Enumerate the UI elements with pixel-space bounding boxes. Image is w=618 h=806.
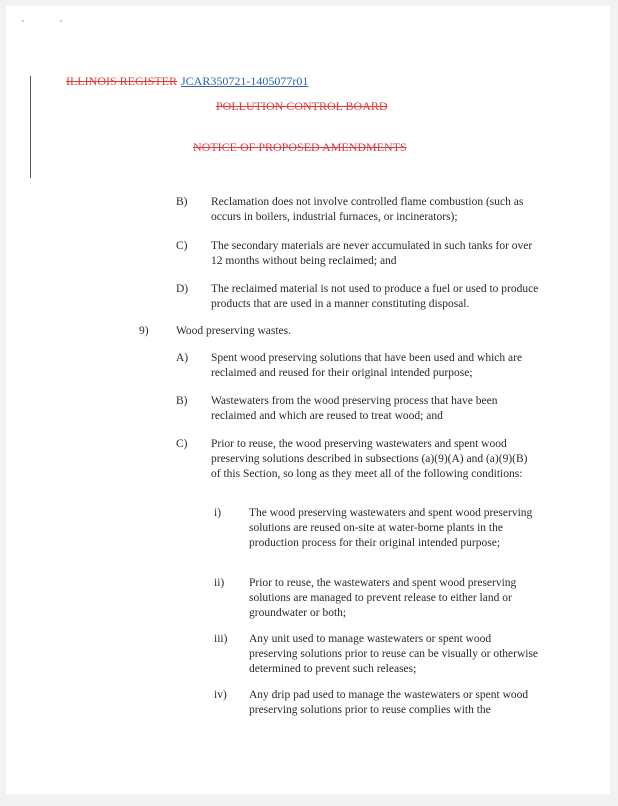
document-page [6,6,610,794]
running-header [66,72,308,90]
item-label: C) [176,240,188,252]
item-label: D) [176,283,189,295]
revision-bar [30,76,31,178]
item-label: B) [176,196,188,208]
subitem-text: The wood preserving wastewaters and spent wood preserving solutions are reused on-site at water-borne plants in the production process for their original intended purpose; [249,507,533,549]
item-text: Reclamation does not involve controlled flame combustion (such as occurs in boilers, industrial furnaces, or incinerators); [211,196,524,223]
subitem-text: Any unit used to manage wastewaters or spent wood preserving solutions prior to reuse can be visually or otherwise determined to prevent such releases; [249,633,539,675]
item-label: A) [176,352,189,364]
subitem-text: Prior to reuse, the wastewaters and spent wood preserving solutions are managed to prevent release to either land or groundwater or both; [249,577,517,619]
jcar-id: JCAR350721-1405077r01 [181,74,309,88]
subitem-label: iv) [214,689,227,701]
subitem-label: i) [214,507,222,519]
item-label: C) [176,438,188,450]
section-number: 9) [139,325,149,337]
item-text: Spent wood preserving solutions that have been used and which are reclaimed and reused for their original intended purpose; [211,352,523,379]
section-heading: Wood preserving wastes. [176,325,292,337]
register-title-struck: ILLINOIS REGISTER [66,74,177,88]
item-label: B) [176,395,188,407]
subitem-text: Any drip pad used to manage the wastewaters or spent wood preserving solutions prior to reuse complies with the [249,689,529,716]
item-text: Prior to reuse, the wood preserving wastewaters and spent wood preserving solutions described in subsections (a)(9)(A) and (a)(9)(B) of this Section, so long as they meet all of the following conditions: [211,438,528,480]
item-text: The secondary materials are never accumulated in such tanks for over 12 months without being reclaimed; and [211,240,533,267]
subitem-label: iii) [214,633,228,645]
notice-title-struck: NOTICE OF PROPOSED AMENDMENTS [193,140,407,154]
scan-speck [22,20,24,22]
scan-speck [60,20,62,22]
item-text: The reclaimed material is not used to produce a fuel or used to produce products that are used in a manner constituting disposal. [211,283,539,310]
item-text: Wastewaters from the wood preserving process that have been reclaimed and which are reused to treat wood; and [211,395,498,422]
board-title-struck: POLLUTION CONTROL BOARD [216,99,388,113]
subitem-label: ii) [214,577,225,589]
